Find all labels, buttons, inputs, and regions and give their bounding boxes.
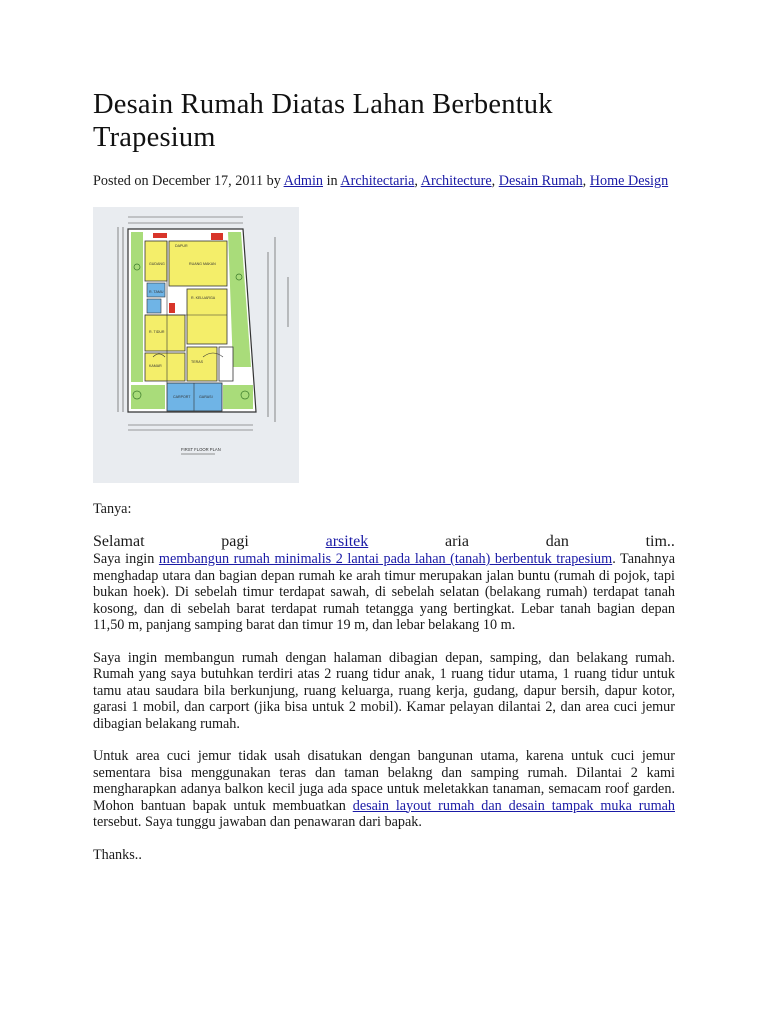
plan-caption: FIRST FLOOR PLAN [181,446,221,452]
category-link-home-design[interactable]: Home Design [589,173,669,189]
inline-link-desain-layout[interactable]: desain layout rumah dan desain tampak muka rumah [352,797,675,814]
closing-text: Thanks.. [93,846,142,863]
text-span: . Tanahnya menghadap utara dan bagian depan rumah ke arah timur merupakan jalan buntu (rumah di pojok, tapi bukan hoek). Di sebelah timur terdapat sawah, di sebelah selatan (belakang rumah) terdapat tanah kosong, dan di sebelah barat terdapat rumah tetangga yang bertingkat. Lebar tanah bagian depan 11,50 m, panjang samping barat dan timur 19 m, dan lebar belakang 10 m. [93,551,675,633]
author-link[interactable]: Admin [283,173,324,189]
room-label: DAPUR [175,243,188,248]
category-link-architecture[interactable]: Architecture [420,173,492,189]
question-paragraph-1 [93,533,675,634]
category-link-architectaria[interactable]: Architectaria [340,173,415,189]
post-meta: Posted on December 17, 2011 by Admin in Architectaria, Architecture, Desain Rumah, Home Design [93,173,669,189]
greeting-word: pagi [221,533,249,550]
floor-plan-image [93,207,299,483]
floor-plan-drawing [93,207,299,483]
room-label: GUDANG [149,261,165,266]
question-label: Tanya: [93,500,132,517]
text-span: tersebut. Saya tunggu jawaban dan penawaran dari bapak. [93,814,422,830]
category-link-desain-rumah[interactable]: Desain Rumah [498,173,583,189]
greeting-word: dan [545,533,569,550]
greeting-word: Selamat [93,533,145,550]
room-label: R. KELUARGA [191,295,216,300]
room-label: CARPORT [173,394,191,399]
article [93,88,675,863]
paragraph-text [93,551,675,634]
posted-on-text: Posted on December 17, 2011 by [93,173,281,189]
greeting-line [93,533,675,551]
room-label: R. TAMU [149,289,164,294]
room-label: GARASI [199,394,213,399]
arsitek-link[interactable]: arsitek [325,533,369,550]
greeting-word: aria [445,533,469,550]
greeting-word: tim.. [645,533,675,550]
text-span: Saya ingin [93,551,155,567]
room-label: TERAS [191,359,203,364]
room-label: RUANG MAKAN [189,261,216,266]
text-span: Untuk area cuci jemur tidak usah disatukan dengan bangunan utama, karena untuk cuci jemur sementara bisa menggunakan teras dan taman belakng dan samping rumah. Dilantai 2 kami mengharapkan adanya balkon kecil juga ada space untuk meletakkan tanaman, semacam roof garden. Mohon bantuan bapak untuk membuatkan [93,748,675,814]
room-label: KAMAR [149,363,162,368]
page-title: Desain Rumah Diatas Lahan Berbentuk Trapesium [93,89,553,153]
question-paragraph-2: Saya ingin membangun rumah dengan halaman dibagian depan, samping, dan belakang rumah. Rumah yang saya butuhkan terdiri atas 2 ruang tidur anak, 1 ruang tidur utama, 1 ruang tidur untuk tamu atau saudara bila berkunjung, ruang keluarga, ruang kerja, gudang, dapur bersih, dapur kotor, garasi 1 mobil, dan carport (jika bisa untuk 2 mobil). Kamar pelayan dilantai 2, dan area cuci jemur dibagian belakang rumah. [93,649,675,732]
inline-link-trapesium[interactable]: membangun rumah minimalis 2 lantai pada lahan (tanah) berbentuk trapesium [158,551,613,567]
question-paragraph-3 [93,748,675,831]
room-label: R. TIDUR [149,329,165,334]
in-text: in [326,173,338,189]
